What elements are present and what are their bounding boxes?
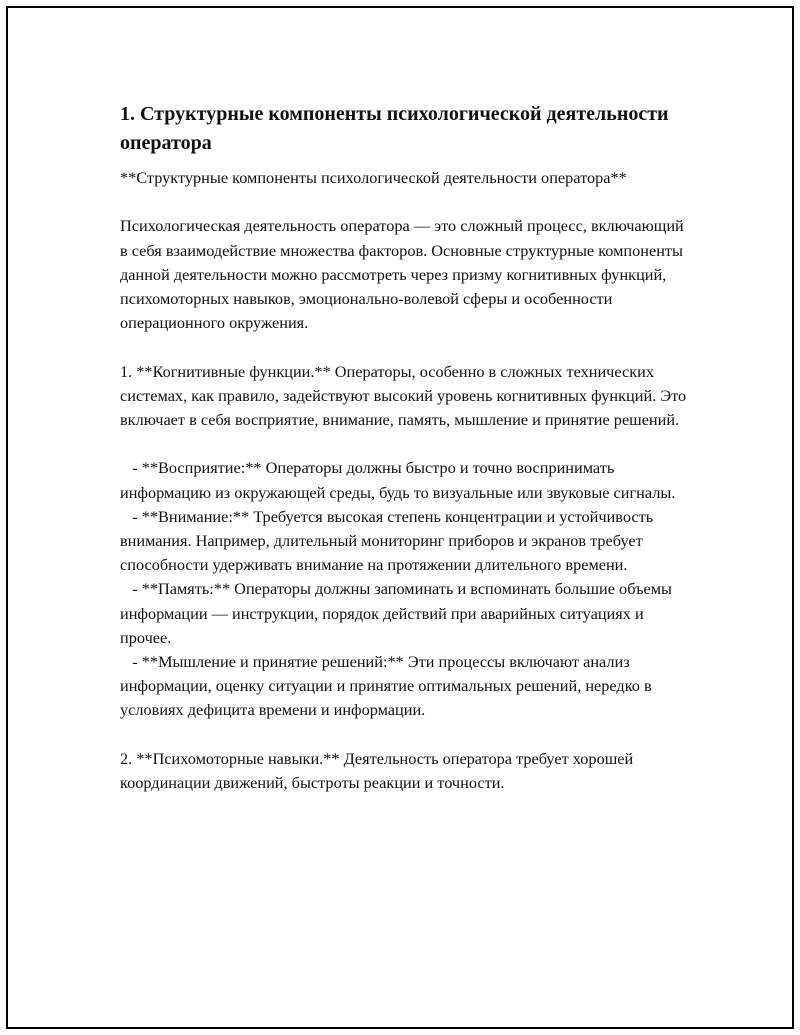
page-frame (6, 6, 794, 1029)
bullet-thinking: - **Мышление и принятие решений:** Эти процессы включают анализ информации, оценку ситуации и принятие оптимальных решений, нередко в условиях дефицита времени и информации. (120, 652, 656, 720)
document-subtitle: **Структурные компоненты психологической деятельности оператора** (120, 168, 627, 187)
document-title: 1. Структурные компоненты психологической деятельности оператора (120, 103, 669, 154)
section-psychomotor: 2. **Психомоторные навыки.** Деятельность оператора требует хорошей координации движений, быстроты реакции и точности. (120, 748, 638, 793)
spacer (120, 190, 690, 214)
document-body (120, 100, 690, 795)
section-cognitive: 1. **Когнитивные функции.** Операторы, особенно в сложных технических системах, как правило, задействуют высокий уровень когнитивных функций. Это включает в себя восприятие, внимание, память, мышление и принятие решений. (120, 361, 691, 429)
spacer (120, 723, 690, 747)
bullet-attention: - **Внимание:** Требуется высокая степень концентрации и устойчивость внимания. Например, длительный мониторинг приборов и экранов требует способности удерживать внимание на протяжении длительного времени. (120, 506, 658, 575)
intro-paragraph: Психологическая деятельность оператора — это сложный процесс, включающий в себя взаимодействие множества факторов. Основные структурные компоненты данной деятельности можно рассмотреть через призму когнитивных функций, психомоторных навыков, эмоционально-волевой сферы и особенности операционного окружения. (120, 216, 688, 333)
spacer (120, 335, 690, 359)
bullet-perception: - **Восприятие:** Операторы должны быстро и точно воспринимать информацию из окружающей среды, будь то визуальные или звуковые сигналы. (120, 458, 676, 502)
bullet-memory: - **Память:** Операторы должны запоминать и вспоминать большие объемы информации — инструкции, порядок действий при аварийных ситуациях и прочее. (120, 579, 677, 647)
spacer (120, 432, 690, 456)
